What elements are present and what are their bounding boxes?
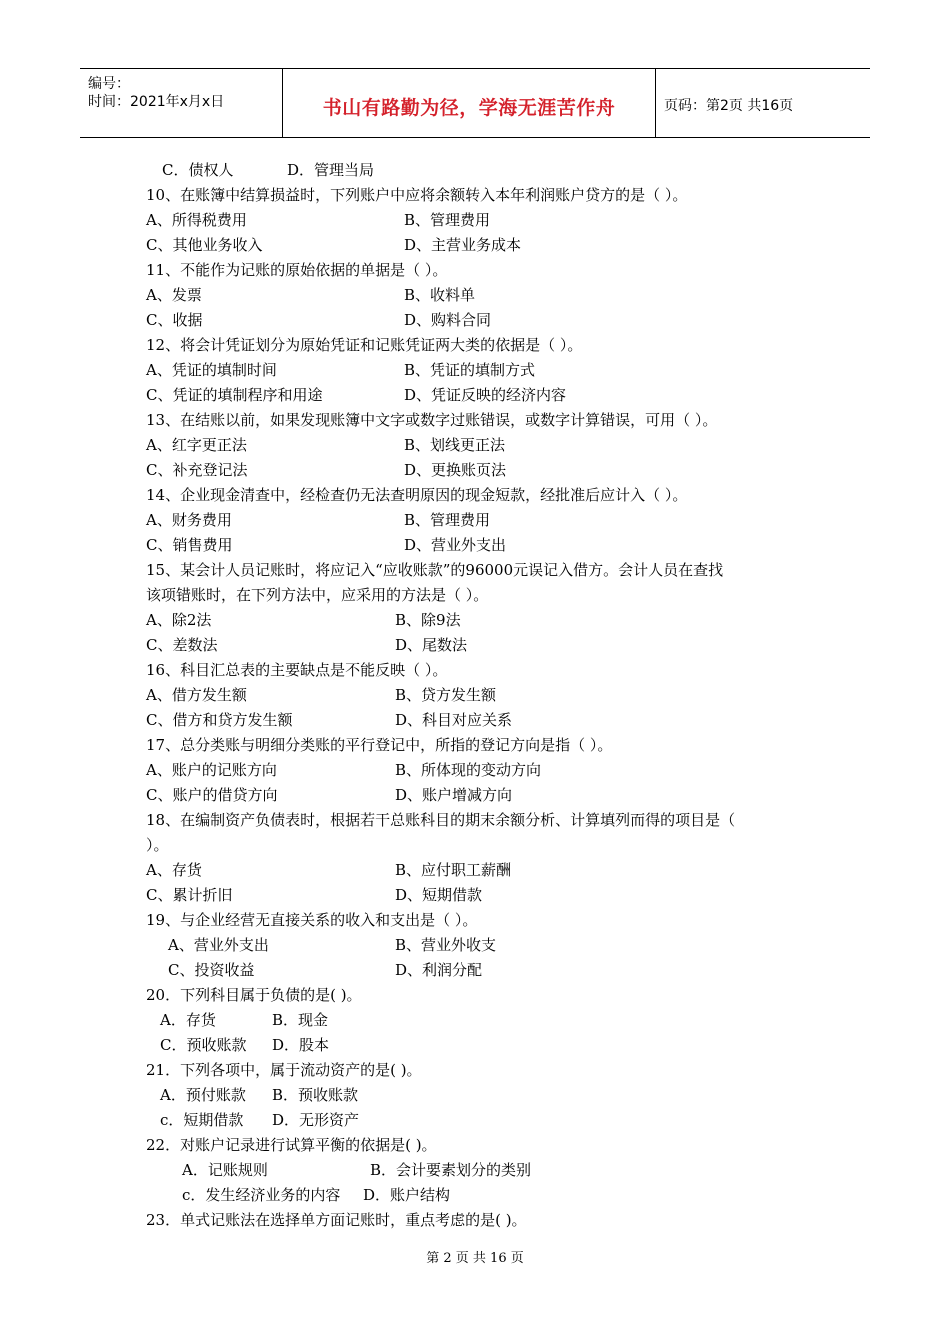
option-text: B、除9法 — [395, 611, 461, 629]
option-text: D、凭证反映的经济内容 — [404, 386, 567, 404]
option-text: B、贷方发生额 — [395, 686, 497, 704]
question-line: 23．单式记账法在选择单方面记账时，重点考虑的是( )。 — [146, 1211, 527, 1229]
question-line: A、除2法 — [146, 611, 212, 629]
header-motto: 书山有路勤为径，学海无涯苦作舟 — [322, 97, 616, 119]
option-text: B．预收账款 — [272, 1086, 359, 1104]
option-text: B、凭证的填制方式 — [404, 361, 536, 379]
option-text: D、科目对应关系 — [395, 711, 513, 729]
question-line: C、差数法 — [146, 636, 218, 654]
question-line: 11、不能作为记账的原始依据的单据是（ ）。 — [146, 261, 448, 279]
question-line: c．发生经济业务的内容 — [182, 1186, 341, 1204]
question-line: A、营业外支出 — [168, 936, 269, 954]
option-text: D、更换账页法 — [404, 461, 507, 479]
header-page-info: 页码：第2页 共16页 — [664, 98, 794, 114]
question-line: 15、某会计人员记账时，将应记入“应收账款”的96000元误记入借方。会计人员在查找 — [146, 561, 724, 579]
option-text: B、收料单 — [404, 286, 476, 304]
question-line: C、收据 — [146, 311, 203, 329]
question-line: 13、在结账以前，如果发现账簿中文字或数字过账错误，或数字计算错误，可用（ ）。 — [146, 411, 718, 429]
question-line: 19、与企业经营无直接关系的收入和支出是（ ）。 — [146, 911, 478, 929]
document-code-label: 编号： — [88, 76, 130, 92]
option-text: D、短期借款 — [395, 886, 483, 904]
question-line: 10、在账簿中结算损益时，下列账户中应将余额转入本年利润账户贷方的是（ ）。 — [146, 186, 688, 204]
option-text: D、购料合同 — [404, 311, 492, 329]
question-line: 21．下列各项中，属于流动资产的是( )。 — [146, 1061, 422, 1079]
question-line: 17、总分类账与明细分类账的平行登记中，所指的登记方向是指（ ）。 — [146, 736, 613, 754]
question-line: C、借方和贷方发生额 — [146, 711, 293, 729]
question-line: 20．下列科目属于负债的是( )。 — [146, 986, 362, 1004]
question-line: C．债权人 — [162, 161, 234, 179]
option-text: B、所体现的变动方向 — [395, 761, 542, 779]
document-time-label: 时间：2021年x月x日 — [88, 94, 225, 110]
question-line: 18、在编制资产负债表时，根据若干总账科目的期末余额分析、计算填列而得的项目是（ — [146, 811, 736, 829]
option-text: D、营业外支出 — [404, 536, 507, 554]
option-text: D、尾数法 — [395, 636, 468, 654]
question-line: ）。 — [146, 836, 169, 854]
question-line: 12、将会计凭证划分为原始凭证和记账凭证两大类的依据是（ ）。 — [146, 336, 583, 354]
option-text: D．股本 — [272, 1036, 330, 1054]
question-line: C、账户的借贷方向 — [146, 786, 278, 804]
option-text: B．现金 — [272, 1011, 329, 1029]
question-line: A．记账规则 — [182, 1161, 268, 1179]
question-line: A、凭证的填制时间 — [146, 361, 277, 379]
option-text: B、应付职工薪酬 — [395, 861, 512, 879]
option-text: D．管理当局 — [287, 161, 375, 179]
question-line: A．存货 — [160, 1011, 216, 1029]
question-line: A、红字更正法 — [146, 436, 247, 454]
question-line: C、销售费用 — [146, 536, 233, 554]
question-line: A、发票 — [146, 286, 202, 304]
question-line: 该项错账时，在下列方法中，应采用的方法是（ ）。 — [146, 586, 489, 604]
question-line: A、财务费用 — [146, 511, 232, 529]
question-line: C．预收账款 — [160, 1036, 247, 1054]
option-text: B、管理费用 — [404, 511, 491, 529]
question-line: C、其他业务收入 — [146, 236, 263, 254]
question-line: A．预付账款 — [160, 1086, 246, 1104]
question-line: A、所得税费用 — [146, 211, 247, 229]
option-text: D、主营业务成本 — [404, 236, 522, 254]
option-text: D．账户结构 — [363, 1186, 451, 1204]
question-line: A、账户的记账方向 — [146, 761, 277, 779]
option-text: B．会计要素划分的类别 — [370, 1161, 532, 1179]
question-line: C、补充登记法 — [146, 461, 248, 479]
question-line: 16、科目汇总表的主要缺点是不能反映（ ）。 — [146, 661, 448, 679]
option-text: D、账户增减方向 — [395, 786, 513, 804]
option-text: B、管理费用 — [404, 211, 491, 229]
question-line: C、投资收益 — [168, 961, 255, 979]
option-text: B、划线更正法 — [404, 436, 506, 454]
question-line: 22．对账户记录进行试算平衡的依据是( )。 — [146, 1136, 437, 1154]
question-line: C、累计折旧 — [146, 886, 233, 904]
question-line: A、存货 — [146, 861, 202, 879]
option-text: D、利润分配 — [395, 961, 483, 979]
question-line: 14、企业现金清查中，经检查仍无法查明原因的现金短款，经批准后应计入（ ）。 — [146, 486, 688, 504]
option-text: B、营业外收支 — [395, 936, 497, 954]
question-line: C、凭证的填制程序和用途 — [146, 386, 323, 404]
page-footer: 第 2 页 共 16 页 — [426, 1251, 524, 1266]
option-text: D．无形资产 — [272, 1111, 360, 1129]
question-line: c．短期借款 — [160, 1111, 244, 1129]
question-line: A、借方发生额 — [146, 686, 247, 704]
